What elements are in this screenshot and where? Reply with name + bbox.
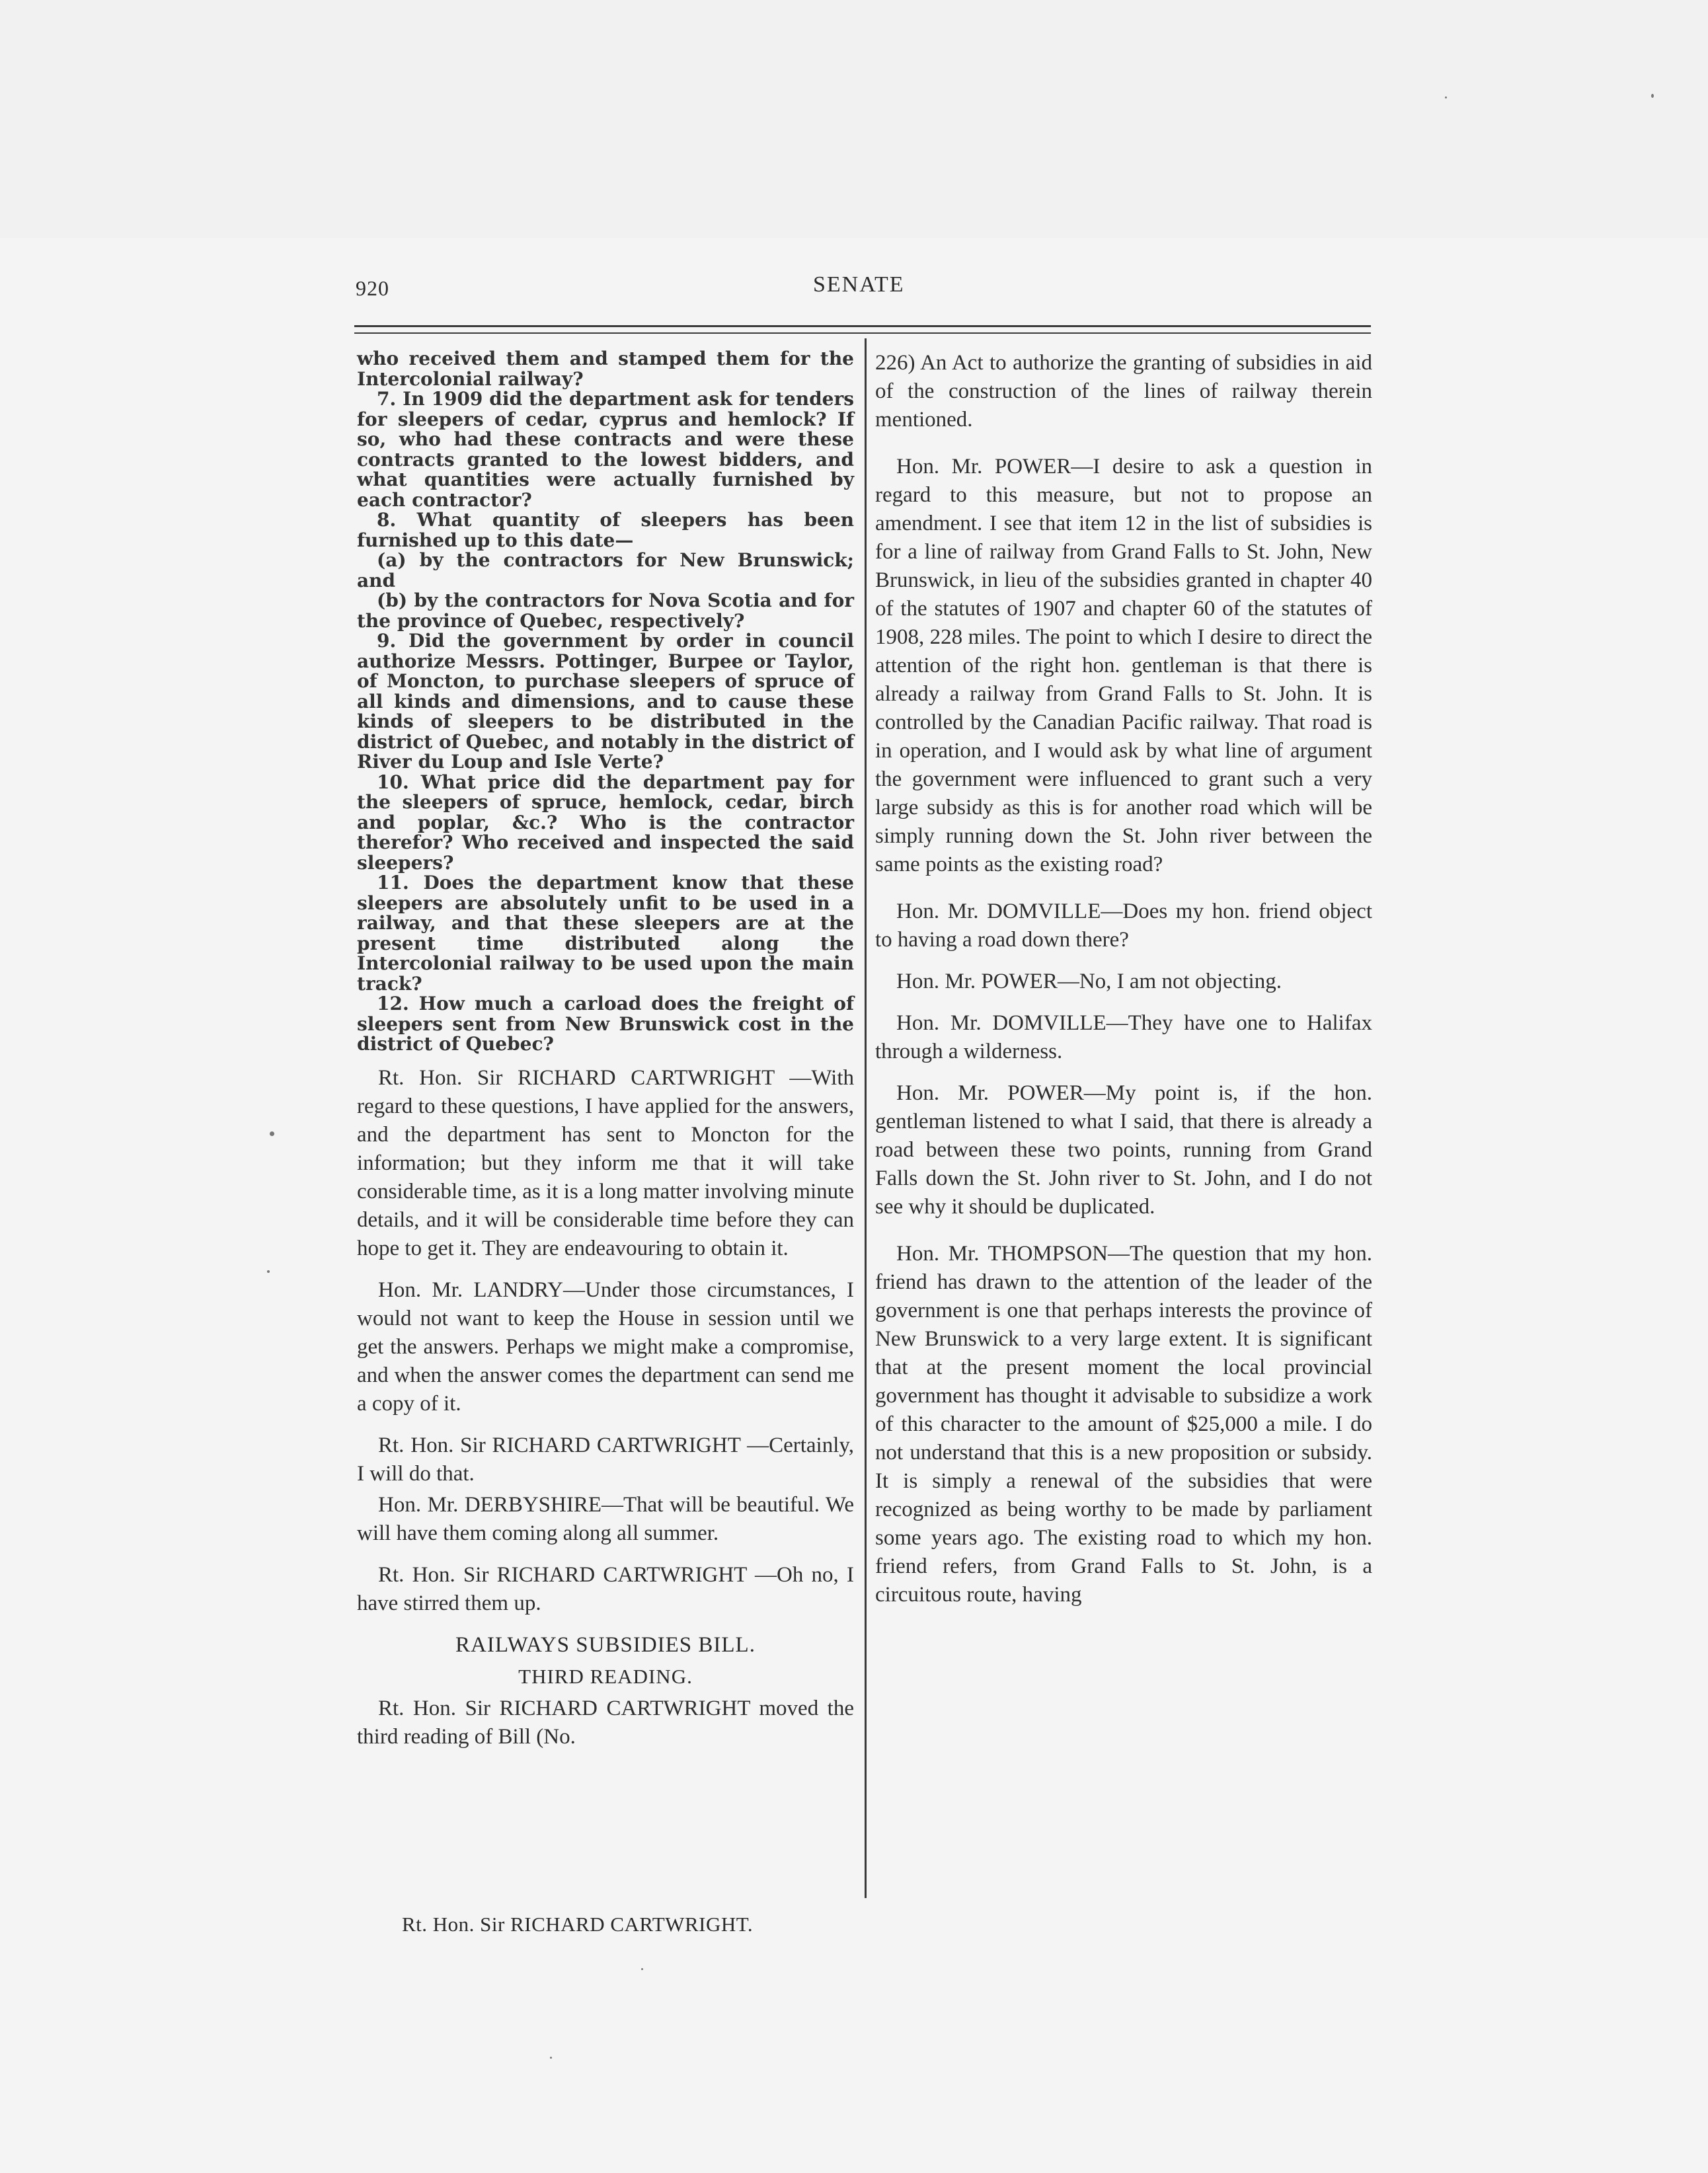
footer-speaker-line: Rt. Hon. Sir RICHARD CARTWRIGHT.	[402, 1913, 754, 1936]
header-rule	[354, 325, 1371, 327]
column-divider	[865, 338, 867, 1898]
header-rule-thin	[354, 332, 1371, 334]
speech-domville-1: Hon. Mr. DOMVILLE—Does my hon. friend object to having a road down there?	[875, 899, 1372, 952]
speech-derbyshire: Hon. Mr. DERBYSHIRE—That will be beautiful. We will have them coming along all summer.	[357, 1492, 854, 1545]
scan-speck	[270, 1131, 274, 1136]
bill-title-continued: 226) An Act to authorize the granting of subsidies in aid of the construction of the lines of railway therein mentioned.	[875, 351, 1372, 432]
question-text: who received them and stamped them for the Intercolonial railway?	[357, 348, 854, 390]
page-number: 920	[356, 276, 389, 300]
speech-cartwright-1: Rt. Hon. Sir RICHARD CARTWRIGHT —With regard to these questions, I have applied for the answers, and the department has sent to Moncton for the information; but they inform me that it will take considerable time, as it is a long matter involving minute details, and it will be considerable time before they can hope to get it. They are endeavouring to obtain it.	[357, 1065, 854, 1260]
question-11: 11. Does the department know that these sleepers are absolutely unfit to be used in a railway, and that these sleepers are at the present time distributed along the Intercolonial railway to be used upon the main track?	[357, 872, 854, 995]
question-12: 12. How much a carload does the freight of sleepers sent from New Brunswick cost in the district of Quebec?	[357, 993, 854, 1055]
speech-power-3: Hon. Mr. POWER—My point is, if the hon. gentleman listened to what I said, that there is already a road between these two points, running from Grand Falls down the St. John river to St. John, and I do not see why it should be duplicated.	[875, 1081, 1372, 1219]
scan-speck	[1445, 96, 1447, 98]
speech-thompson: Hon. Mr. THOMPSON—The question that my hon. friend has drawn to the attention of the leader of the government is one that perhaps interests the province of New Brunswick to a very large extent. It is significant that at the present moment the local provincial government has thought it advisable to subsidize a work of this character to the amount of $25,000 a mile. I do not understand that this is a new proposition or subsidy. It is simply a renewal of the subsidies that were recognized as being worthy to be made by parliament some years ago. The existing road to which my hon. friend refers, from Grand Falls to St. John, is a circuitous route, having	[875, 1242, 1372, 1607]
speech-domville-2: Hon. Mr. DOMVILLE—They have one to Halifax through a wilderness.	[875, 1011, 1372, 1063]
speech-cartwright-2: Rt. Hon. Sir RICHARD CARTWRIGHT —Certainly, I will do that.	[357, 1433, 854, 1486]
scan-speck	[1651, 94, 1654, 98]
section-subheading: THIRD READING.	[518, 1664, 693, 1688]
speech-cartwright-motion: Rt. Hon. Sir RICHARD CARTWRIGHT moved the third reading of Bill (No.	[357, 1696, 854, 1749]
running-head: SENATE	[813, 272, 905, 297]
question-8: 8. What quantity of sleepers has been furnished up to this date—	[357, 509, 854, 551]
question-9: 9. Did the government by order in council authorize Messrs. Pottinger, Burpee or Taylor, of Moncton, to purchase sleepers of spruce of all kinds and dimensions, and to cause these kinds of sleepers to be distributed in the district of Quebec, and notably in the district of River du Loup and Isle Verte?	[357, 630, 854, 773]
speech-power-1: Hon. Mr. POWER—I desire to ask a question in regard to this measure, but not to propose an amendment. I see that item 12 in the list of subsidies is for a line of railway from Grand Falls to St. John, New Brunswick, in lieu of the subsidies granted in chapter 40 of the statutes of 1907 and chapter 60 of the statutes of 1908, 228 miles. The point to which I desire to direct the attention of the right hon. gentleman is that there is already a railway from Grand Falls to St. John. It is controlled by the Canadian Pacific railway. That road is in operation, and I would ask by what line of argument the government were influenced to grant such a very large subsidy as this is for another road which will be simply running down the St. John river between the same points as the existing road?	[875, 455, 1372, 876]
scan-speck	[267, 1270, 270, 1273]
speech-landry: Hon. Mr. LANDRY—Under those circumstances, I would not want to keep the House in session until we get the answers. Perhaps we might make a compromise, and when the answer comes the department can send me a copy of it.	[357, 1277, 854, 1416]
speech-cartwright-3: Rt. Hon. Sir RICHARD CARTWRIGHT —Oh no, I have stirred them up.	[357, 1562, 854, 1615]
scan-margin-top	[0, 0, 1708, 238]
speech-power-2: Hon. Mr. POWER—No, I am not objecting.	[896, 970, 1282, 993]
right-column	[875, 349, 1372, 1609]
page	[0, 238, 1708, 2173]
question-10: 10. What price did the department pay for the sleepers of spruce, hemlock, cedar, birch and poplar, &c.? Who is the contractor therefor? Who received and inspected the said sleepers?	[357, 771, 854, 874]
scan-speck	[641, 1968, 643, 1970]
question-8b: (b) by the contractors for Nova Scotia and for the province of Quebec, respectively?	[357, 590, 854, 632]
left-column	[357, 349, 854, 1751]
question-7: 7. In 1909 did the department ask for tenders for sleepers of cedar, cyprus and hemlock? If so, who had these contracts and were these contracts granted to the lowest bidders, and what quantities were actually furnished by each contractor?	[357, 388, 854, 511]
section-heading: RAILWAYS SUBSIDIES BILL.	[455, 1632, 756, 1657]
question-8a: (a) by the contractors for New Brunswick; and	[357, 549, 854, 591]
scan-speck	[550, 2057, 552, 2059]
